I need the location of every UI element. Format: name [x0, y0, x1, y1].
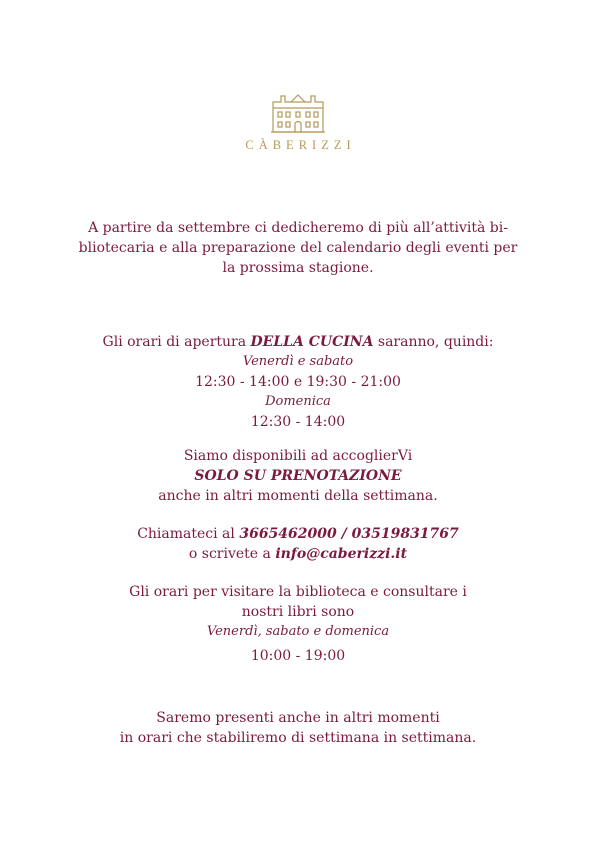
closing-line: Saremo presenti anche in altri momenti	[156, 710, 440, 726]
logo	[0, 92, 596, 153]
intro-line: la prossima stagione.	[222, 260, 374, 276]
contact-info	[0, 524, 596, 564]
kitchen-prefix: Gli orari di apertura	[102, 334, 251, 350]
brand-name: CÀBERIZZI	[245, 138, 356, 152]
phone-numbers[interactable]: 3665462000 / 03519831767	[239, 526, 459, 542]
library-days: Venerdì, sabato e domenica	[206, 624, 390, 639]
call-prefix: Chiamateci al	[137, 526, 240, 542]
booking-line: anche in altri momenti della settimana.	[158, 488, 438, 504]
contact-email-line	[0, 544, 596, 564]
kitchen-day1: Venerdì e sabato	[242, 354, 354, 369]
booking-info	[0, 446, 596, 506]
intro-line: bliotecaria e alla preparazione del calendario degli eventi per	[78, 240, 518, 256]
kitchen-hours2: 12:30 - 14:00	[250, 414, 346, 430]
booking-emph: SOLO SU PRENOTAZIONE	[194, 468, 402, 484]
intro-line: A partire da settembre ci dedicheremo di più all’attività bi-	[88, 220, 508, 236]
kitchen-hours1: 12:30 - 14:00 e 19:30 - 21:00	[195, 374, 401, 390]
write-prefix: o scrivete a	[188, 546, 276, 562]
villa-icon	[269, 92, 327, 134]
kitchen-heading	[0, 332, 596, 352]
library-hours-value: 10:00 - 19:00	[250, 648, 346, 664]
intro-paragraph	[0, 218, 596, 278]
email-link[interactable]: info@caberizzi.it	[275, 546, 408, 562]
kitchen-hours	[0, 332, 596, 432]
library-line: nostri libri sono	[241, 604, 355, 620]
closing-paragraph	[0, 708, 596, 748]
kitchen-emph: DELLA CUCINA	[250, 334, 374, 350]
booking-line: Siamo disponibili ad accoglierVi	[183, 448, 413, 464]
kitchen-day2: Domenica	[265, 394, 331, 409]
library-hours	[0, 582, 596, 666]
kitchen-suffix: saranno, quindi:	[373, 334, 494, 350]
closing-line: in orari che stabiliremo di settimana in settimana.	[119, 730, 477, 746]
contact-phone-line	[0, 524, 596, 544]
library-line: Gli orari per visitare la biblioteca e consultare i	[129, 584, 467, 600]
